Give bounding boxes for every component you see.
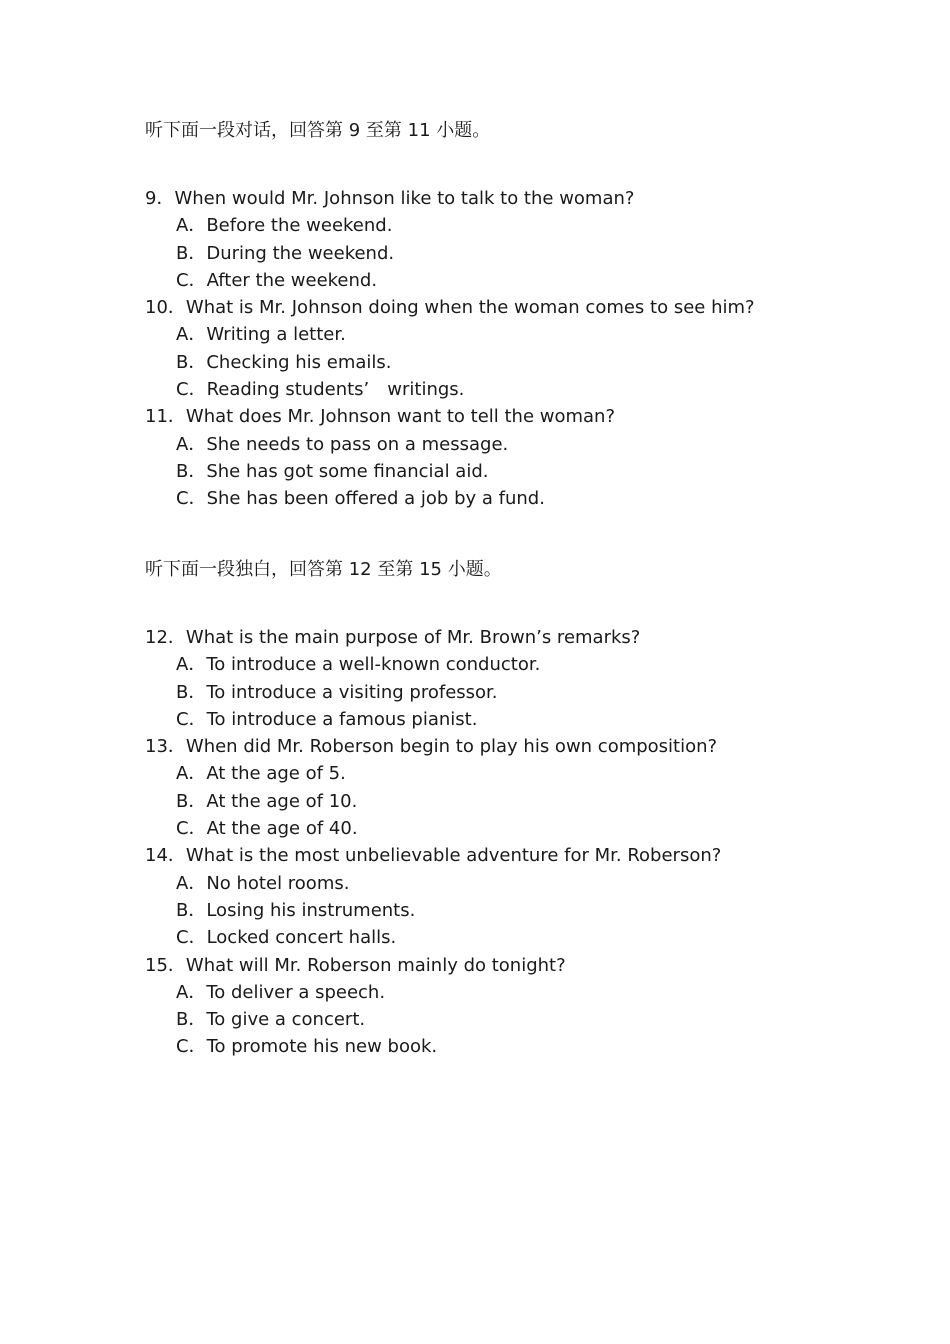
question-9-option-a: A．Before the weekend.	[176, 215, 393, 237]
question-group-monologue	[145, 624, 905, 1061]
question-9-option-c: C．After the weekend.	[176, 269, 378, 291]
section-heading-monologue: 听下面一段独白，回答第 12 至第 15 小题。	[145, 559, 502, 580]
question-10-option-b: B．Checking his emails.	[176, 351, 392, 373]
question-15-option-b: B．To give a concert.	[176, 1009, 366, 1031]
question-13-option-b: B．At the age of 10.	[176, 790, 358, 812]
question-10-option-a: A．Writing a letter.	[176, 324, 346, 346]
question-14-option-a: A．No hotel rooms.	[176, 872, 350, 894]
question-13-option-c: C．At the age of 40.	[176, 818, 358, 840]
section-heading-dialogue: 听下面一段对话，回答第 9 至第 11 小题。	[145, 120, 491, 141]
question-12-option-c: C．To introduce a famous pianist.	[176, 708, 478, 730]
question-11-option-c: C．She has been offered a job by a fund.	[176, 488, 545, 510]
question-14-option-b: B．Losing his instruments.	[176, 899, 416, 921]
question-10-stem: 10．What is Mr. Johnson doing when the woman comes to see him?	[145, 297, 755, 319]
question-9-option-b: B．During the weekend.	[176, 242, 395, 264]
question-12-option-a: A．To introduce a well-known conductor.	[176, 654, 541, 676]
question-14-option-c: C．Locked concert halls.	[176, 927, 397, 949]
question-15-stem: 15．What will Mr. Roberson mainly do tonight?	[145, 954, 566, 976]
question-9-stem: 9．When would Mr. Johnson like to talk to the woman?	[145, 188, 635, 209]
question-15-option-a: A．To deliver a speech.	[176, 981, 386, 1003]
question-15-option-c: C．To promote his new book.	[176, 1036, 438, 1058]
question-12-option-b: B．To introduce a visiting professor.	[176, 681, 498, 703]
question-13-stem: 13．When did Mr. Roberson begin to play his own composition?	[145, 736, 718, 758]
question-group-dialogue	[145, 185, 905, 513]
question-11-option-a: A．She needs to pass on a message.	[176, 433, 509, 455]
question-12-stem: 12．What is the main purpose of Mr. Brown’s remarks?	[145, 627, 641, 648]
question-10-option-c: C．Reading students’ writings.	[176, 379, 465, 401]
question-13-option-a: A．At the age of 5.	[176, 763, 346, 785]
question-14-stem: 14．What is the most unbelievable adventure for Mr. Roberson?	[145, 845, 722, 867]
question-11-option-b: B．She has got some financial aid.	[176, 460, 489, 482]
question-11-stem: 11．What does Mr. Johnson want to tell the woman?	[145, 406, 616, 428]
